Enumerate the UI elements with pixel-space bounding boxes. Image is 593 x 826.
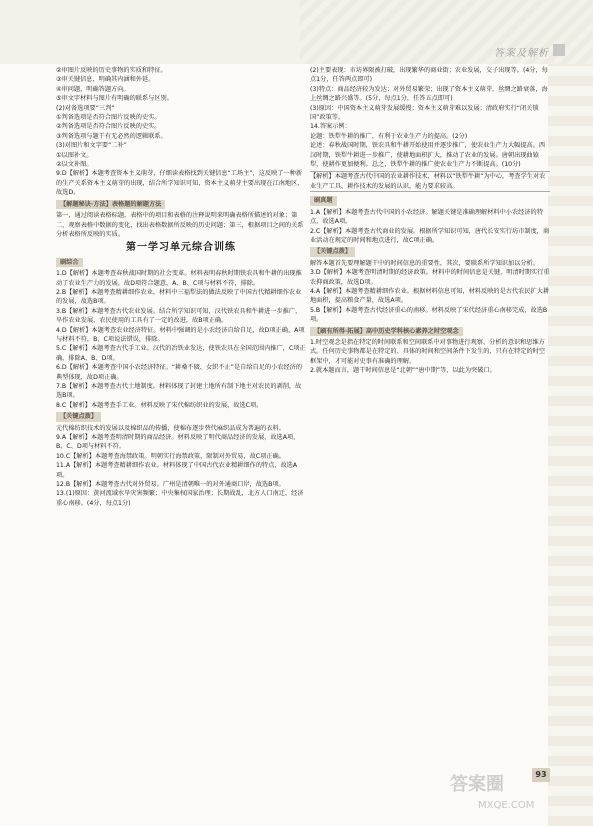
answer-paragraph: (3)特点：商品经济较为发达；对外贸易繁荣；出现了资本主义萌芽，丝绸之路衰落，海上丝绸之路兴盛等。(5分，每点1分，任答五点即可) [310, 85, 548, 103]
answer-paragraph: 5.C【解析】本题考查古代手工业。汉代的冶铁业发达，使铁农具在全国范围内推广，C项正确，排除A、B、D项。 [56, 345, 306, 362]
answer-paragraph: (3)原因：中国资本主义萌芽发展缓慢；资本主义萌芽难以发展；清政府实行“闭关锁国”政策等。 [310, 104, 539, 122]
answer-paragraph: 1.D【解析】本题考查春秋战国时期的社会变革。材料表明春秋时期铁农具和牛耕的出现推动了农业生产力的发展，故D项符合题意，A、B、C项与材料不符，排除。 [56, 270, 302, 287]
answer-paragraph: 7.B【解析】本题考查古代土地制度。材料体现了封建土地所有制下地主对农民的剥削，故选B项。 [56, 383, 302, 400]
answer-paragraph: 1.时空观念是指在特定的时间联系和空间联系中对事物进行观察、分析的意识和思维方式。任何历史事物都是在特定的、具体的时间和空间条件下发生的，只有在特定的时空框架中，才可能对史事有准确的理解。 [310, 338, 546, 365]
answer-paragraph: ④审问题，明确答题方向。 [56, 85, 130, 93]
answer-paragraph: 8.C【解析】本题考查手工业。材料反映了宋代棉纺织业的发展，故选C项。 [56, 401, 263, 409]
answer-paragraph: 2.就本题而言，题干时间信息是“北朝”“唐中期”等，以此为突破口。 [310, 367, 496, 375]
answer-paragraph: ①判备选项是否符合图片反映的史实。 [56, 114, 161, 122]
answer-paragraph: ②判备选项是否符合图片反映的史实。 [56, 123, 161, 131]
answer-paragraph: 9.D【解析】本题考查资本主义萌芽，仔细读表格找到关键信息“工场主”，这反映了一种新的生产关系资本主义萌芽的出现，结合所学知识可知，资本主义萌芽主要出现在江南地区，故选D。 [56, 170, 304, 197]
side-decoration [548, 64, 593, 826]
banner-pattern [300, 0, 593, 64]
answer-paragraph: 10.C【解析】本题考查海禁政策。明朝实行海禁政策，限制对外贸易，故C项正确。 [56, 452, 285, 460]
watermark-url: MXQE.COM [478, 800, 535, 811]
page-number: 93 [532, 768, 550, 782]
answer-paragraph: (3)对图片和文字要“二补” [56, 142, 127, 150]
answer-paragraph: 3.B【解析】本题考查古代农业发展。结合所学知识可知，汉代铁农具和牛耕进一步推广，旱作农业发展，农民使用的工具有了一定的改进，故B项正确。 [56, 307, 302, 325]
left-column [56, 66, 306, 508]
unit-title: 第一学习单元综合训练 [126, 242, 236, 254]
answer-paragraph: ③审关键信息，明确其内涵和外延。 [56, 76, 155, 84]
answer-paragraph: 5.B【解析】本题考查古代经济重心的南移。材料反映了宋代经济重心南移完成，故选B项。 [310, 306, 548, 324]
answer-paragraph: 6.D【解析】本题考查中国小农经济特征。“耕桑不辍、女织不止”是自给自足的小农经济的典型体现，故D项正确。 [56, 364, 303, 381]
watermark: 答案圈 [450, 774, 504, 795]
answer-paragraph: 9.A【解析】本题考查明清时期的商品经济。材料反映了明代商品经济的发展，故选A项，B、C、D项与材料不符。 [56, 434, 300, 451]
section-tag: 【刷有所得·拓展】高中历史学科核心素养之时空观念 [310, 327, 463, 336]
section-tag: 刷真题 [310, 196, 337, 205]
answer-paragraph: 3.D【解析】本题考查明清时期的经济政策。材料中的时间信息是关键，明清时期实行重农抑商政策，故选D项。 [310, 269, 550, 286]
answer-paragraph: 解答本题首先要理解题干中的时间信息的重要性，其次，要联系所学知识加以分析。 [310, 259, 539, 267]
answer-paragraph: 14.答案示例： [310, 123, 351, 131]
section-tag: 【关键点拨】 [56, 412, 101, 421]
answer-paragraph: ①以图补文。 [56, 151, 93, 159]
answer-paragraph: 4.D【解析】本题考查农业经济特征。材料中强调的是小农经济自给自足，故D项正确，A项与材料不符，B、C项说法错误，排除。 [56, 326, 305, 343]
answer-paragraph: ③判备选项与题干有无必然的逻辑联系。 [56, 132, 167, 140]
answer-paragraph: 12.B【解析】本题考查古代对外贸易。广州是清朝唯一的对外通商口岸，故选B项。 [56, 481, 285, 489]
section-tag: 【关键点拨】 [310, 247, 355, 256]
right-column [310, 66, 550, 376]
answer-paragraph: ②审图片反映的历史事物的实质和特征。 [56, 67, 167, 74]
answer-paragraph: 第一，通过阅读表格标题，表格中的项目和表格的注释说明来明确表格所描述的对象；第二，观察表格中数据的变化，找出表格数据所反映的历史问题；第三，根据项目之间的关系分析表格所反映的实质。 [56, 212, 304, 238]
answer-paragraph: 4.A【解析】本题考查精耕细作农业。根据材料信息可知，材料反映的是古代农民扩大耕地面积，提高粮食产量，故选A项。 [310, 287, 550, 305]
header-title: 答案及解析 [494, 48, 549, 59]
answer-paragraph: 元代棉纺织技术的发展以及棉织品的传播，使棉布逐步替代麻织品成为普遍的衣料。 [56, 424, 285, 432]
section-tag: 刷综合 [56, 258, 83, 267]
analysis-box: 【解析】本题考查古代中国的农业耕作技术，材料以“铁犁牛耕”为中心，考查学生对农业生产工具、耕作技术的发展的认识，能力要求较高。 [310, 171, 550, 192]
answer-paragraph: 1.A【解析】本题考查古代中国的小农经济。解题关键是准确理解材料中小农经济的特点，故选A项。 [310, 208, 543, 226]
answer-paragraph: (2)主要表现：市坊界限被打破，出现繁华的商业街；农业发展，交子出现等。(4分，每点1分，任答两点即可) [310, 67, 548, 84]
answer-paragraph: 2.B【解析】本题考查精耕细作农业。材料中三福犁法的做法反映了中国古代精耕细作农业的发展，故选B项。 [56, 288, 302, 306]
answer-paragraph: ②以文补图。 [56, 161, 93, 169]
section-tag: 【解题秘诀·方法】表格题的解题方法 [56, 200, 165, 209]
answer-paragraph: 论题：铁犁牛耕的推广，有利于农业生产力的提高。(2分) [310, 132, 468, 140]
answer-paragraph: (2)对备选项要“三判” [56, 104, 115, 112]
answer-paragraph: ⑤审文字材料与图片有明确的联系与区别。 [56, 95, 173, 103]
header-mark-icon [553, 44, 565, 56]
answer-paragraph: 2.C【解析】本题考查古代商业的发展。根据所学知识可知，唐代长安实行坊市制度，商业活动在规定的时间和地点进行，故C项正确。 [310, 227, 550, 244]
answer-paragraph: 论述：春秋战国时期，铁农具和牛耕开始使用并逐步推广，使农业生产力大幅提高。西汉时期，铁犁牛耕进一步推广，使耕地面积扩大，推动了农业的发展。唐朝出现曲辕犁，使耕作更加便利。总之，铁犁牛耕的推广使农业生产力不断提高。(10分) [310, 142, 546, 169]
answer-paragraph: 11.A【解析】本题考查精耕细作农业。材料体现了中国古代农业精耕细作的特点，故选A项。 [56, 462, 298, 479]
answer-paragraph: 13.(1)原因：黄河流域水旱灾害频繁；中央集权国家治理；长期战乱，北方人口南迁，经济重心南移。(4分，每点1分) [56, 490, 304, 507]
